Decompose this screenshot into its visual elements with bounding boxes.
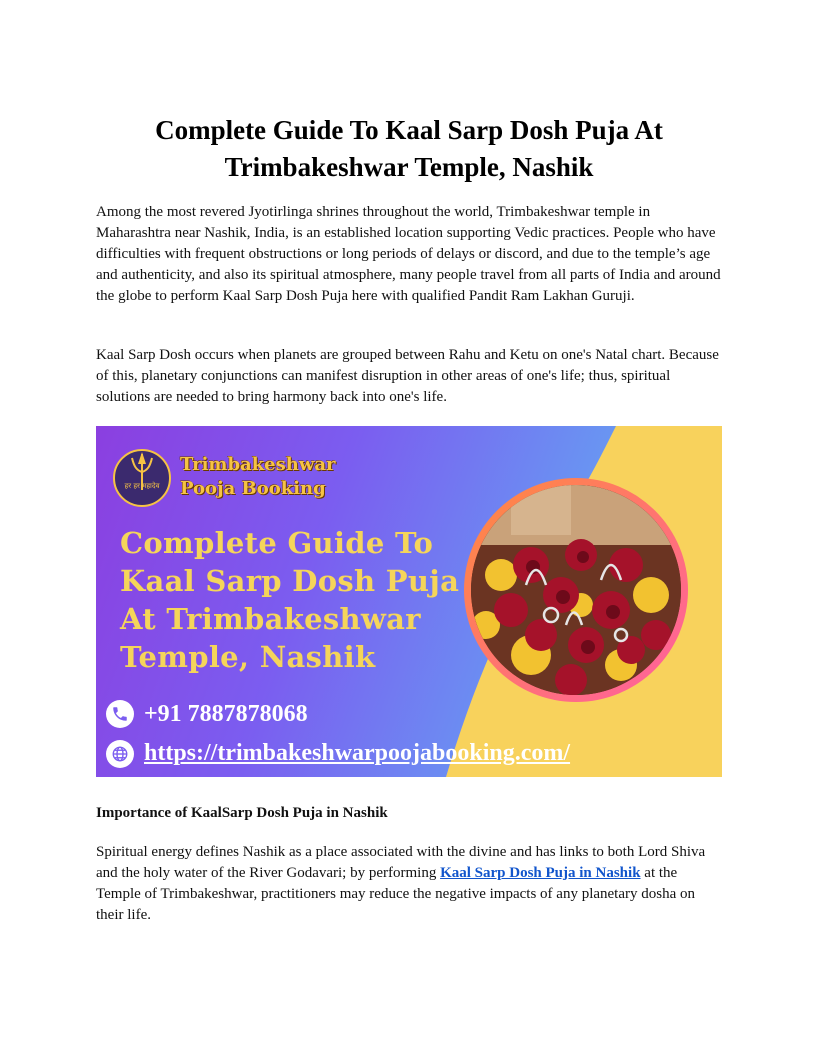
logo-line-2: Pooja Booking: [180, 478, 326, 499]
intro-paragraph: Among the most revered Jyotirlinga shrines throughout the world, Trimbakeshwar temple in Maharashtra near Nashik, India, is an established location supporting Vedic practices. People who have difficulties with frequent obstructions or long periods of delays or discord, and due to the temple’s age and authenticity, and also its spiritual atmosphere, many people travel from all parts of India and around the globe to perform Kaal Sarp Dosh Puja here with qualified Pandit Ram Lakhan Guruji.: [96, 204, 721, 304]
importance-text-end: at the Temple of Trimbakeshwar, practitioners may reduce the negative impacts of any planetary dosha on their life.: [96, 865, 695, 923]
section-heading: Importance of KaalSarp Dosh Puja in Nashik: [96, 805, 388, 821]
puja-flowers-photo: [471, 485, 681, 695]
temple-logo-icon: [110, 444, 174, 508]
banner-heading-line-3: At Trimbakeshwar: [120, 602, 421, 636]
banner-heading-line-2: Kaal Sarp Dosh Puja: [120, 564, 460, 598]
importance-paragraph: [96, 842, 722, 926]
banner-phone-number: +91 7887878068: [144, 701, 308, 727]
banner-heading-line-1: Complete Guide To: [120, 526, 434, 560]
logo-line-1: Trimbakeshwar: [180, 454, 336, 475]
banner-website-url: https://trimbakeshwarpoojabooking.com/: [144, 740, 571, 766]
importance-text-start: Spiritual energy defines Nashik as a place associated with the divine and has links to both Lord Shiva and the holy water of the River Godavari; by performing: [96, 844, 706, 881]
puja-photo-frame: [464, 478, 688, 702]
banner-heading-line-4: Temple, Nashik: [120, 640, 376, 674]
kaal-sarp-definition-paragraph: Kaal Sarp Dosh occurs when planets are grouped between Rahu and Ketu on one's Natal chart. Because of this, planetary conjunctions can manifest disruption in other areas of one's life; thus, spiritual solutions are needed to bring harmony back into one's life.: [96, 347, 719, 405]
globe-icon: [106, 740, 134, 768]
promo-banner-image: [96, 426, 722, 777]
phone-icon: [106, 700, 134, 728]
kaal-sarp-puja-link[interactable]: Kaal Sarp Dosh Puja in Nashik: [440, 865, 641, 881]
page-title: Complete Guide To Kaal Sarp Dosh Puja At Trimbakeshwar Temple, Nashik: [155, 115, 663, 182]
emblem-text: हर हर महादेव: [124, 482, 160, 490]
